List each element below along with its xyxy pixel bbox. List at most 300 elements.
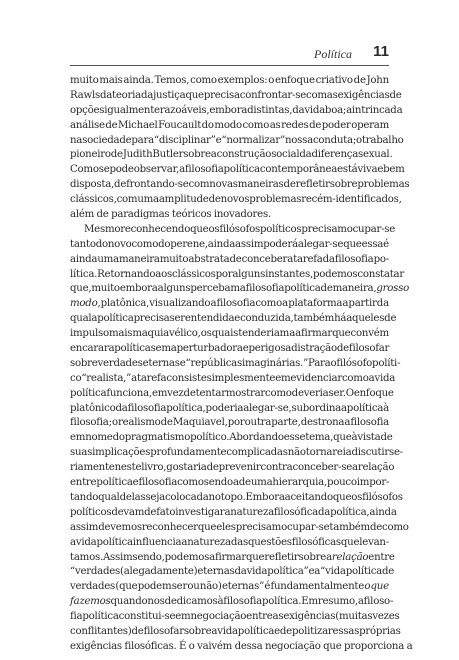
word: alegar-se, <box>243 402 292 414</box>
word: constatar <box>357 268 405 280</box>
word: em <box>175 611 191 623</box>
word: também <box>293 313 335 325</box>
word: sobre <box>329 179 358 191</box>
word: os <box>200 328 212 340</box>
word: fundamentalmente <box>270 581 365 593</box>
word: a <box>70 536 76 548</box>
word: fazemos <box>70 596 111 608</box>
word: sobre <box>183 149 211 161</box>
word: filosofia <box>216 298 256 310</box>
word: política <box>237 625 275 637</box>
word: vida <box>374 372 396 384</box>
word: distração <box>291 343 337 355</box>
word: convém <box>350 328 389 340</box>
word: do <box>201 119 214 131</box>
word: política <box>82 611 119 623</box>
word: poderá <box>263 238 298 250</box>
word: clássicos, <box>70 194 117 206</box>
word: topo. <box>220 491 246 503</box>
word: a <box>357 596 364 608</box>
word: Em <box>301 596 318 608</box>
word: eternas <box>142 357 180 369</box>
text-line <box>70 74 389 89</box>
word: exemplos: <box>217 75 268 86</box>
word: muito <box>91 283 120 295</box>
word: política” <box>267 566 309 578</box>
word: gostaria <box>166 462 207 474</box>
word: da <box>234 566 247 578</box>
word: de <box>336 343 349 355</box>
word: conduzida, <box>240 313 294 325</box>
word: outra <box>244 417 272 429</box>
word: que <box>333 432 352 444</box>
word: está <box>337 164 358 176</box>
word: de <box>283 179 296 191</box>
word: política <box>96 536 133 548</box>
word: profundamente <box>150 447 227 459</box>
text-line <box>70 104 403 119</box>
word: intrincada <box>351 104 403 116</box>
word: nos <box>147 596 165 608</box>
word: a <box>181 536 188 548</box>
word: com <box>116 194 138 206</box>
word: a <box>345 447 352 459</box>
word: essa <box>361 238 384 250</box>
text-line <box>70 208 389 223</box>
word: abstrata <box>188 253 230 265</box>
word: com <box>306 89 327 101</box>
word: politizar <box>291 625 333 637</box>
word: mostrar <box>225 387 266 399</box>
running-header <box>70 44 389 64</box>
word: políticos <box>260 223 302 235</box>
word: de <box>144 506 157 518</box>
text-line <box>70 431 393 446</box>
word: eternas” <box>221 581 265 593</box>
text-line <box>70 372 396 387</box>
word: modo <box>214 119 242 131</box>
text-line <box>70 551 395 566</box>
word: verdades <box>70 581 116 593</box>
word: e <box>274 625 280 637</box>
word: conceber-se <box>292 462 352 474</box>
word: enfoque <box>353 387 394 399</box>
word: implicações <box>92 447 151 459</box>
word: boa; <box>324 104 347 116</box>
word: perene, <box>170 238 208 250</box>
word: filosófica <box>273 506 318 518</box>
word: é <box>264 581 271 593</box>
word: proporciona <box>344 640 405 652</box>
text-line <box>70 476 389 491</box>
word: o <box>356 134 362 146</box>
word: exigências <box>337 89 390 101</box>
word: evidenciar <box>290 372 342 384</box>
word: visualizando <box>149 298 211 310</box>
word: investigar <box>175 506 225 518</box>
word: podemos <box>312 268 358 280</box>
word: impulso <box>70 328 109 340</box>
word: destrona <box>300 417 345 429</box>
word: diferença <box>311 149 359 161</box>
word: se- <box>388 447 403 459</box>
word: Judith <box>122 149 153 161</box>
word: discutir <box>351 447 389 459</box>
word: ainda <box>207 238 236 250</box>
word: entendida <box>184 313 235 325</box>
word: redes <box>281 119 309 131</box>
word: filosofia <box>223 596 262 608</box>
word: partir <box>348 298 377 310</box>
word: das <box>230 536 248 548</box>
word: Assim <box>102 551 133 563</box>
word: de <box>320 283 333 295</box>
word: platônica, <box>100 298 150 310</box>
word: como <box>177 477 204 489</box>
word: ser <box>171 581 188 593</box>
text-line <box>70 223 396 238</box>
word: a <box>170 343 177 355</box>
text-line <box>70 134 404 149</box>
word: filoso- <box>363 596 394 608</box>
word: o <box>330 357 337 369</box>
word: a <box>406 640 413 652</box>
word: em <box>275 372 291 384</box>
word: na <box>70 134 83 146</box>
word: o <box>111 417 118 429</box>
word: política <box>97 313 134 325</box>
text-line <box>70 625 401 640</box>
word: natureza <box>230 506 274 518</box>
word: que <box>340 536 360 548</box>
word: sexual. <box>358 149 393 161</box>
word: além <box>70 209 95 221</box>
word: ainda. <box>123 75 154 86</box>
word: a <box>108 343 115 355</box>
word: complicadas <box>226 447 288 459</box>
word: política, <box>330 506 370 518</box>
word: a <box>368 372 375 384</box>
word: o <box>188 640 195 652</box>
word: distintas, <box>247 104 293 116</box>
word: uma <box>137 194 159 206</box>
word: confrontar-se <box>239 89 307 101</box>
word: “realista,” <box>81 372 132 384</box>
word: viva <box>357 164 378 176</box>
word: É <box>178 640 187 652</box>
word: ser <box>169 313 185 325</box>
word: política <box>223 164 260 176</box>
word: política <box>346 402 384 414</box>
word: criativo <box>315 75 353 86</box>
word: filosofia; <box>70 417 112 429</box>
text-line <box>70 163 405 178</box>
word: teoria <box>112 89 142 101</box>
word: vida <box>75 536 97 548</box>
word: e <box>308 566 315 578</box>
word: essas <box>332 625 360 637</box>
word: afirmar <box>295 328 332 340</box>
word: clássicos <box>171 268 216 280</box>
word: do <box>112 432 125 444</box>
word: filosofia <box>334 253 374 265</box>
text-line <box>70 327 389 342</box>
word: Rawls <box>70 89 100 101</box>
word: eternas <box>197 566 235 578</box>
word: que <box>343 238 362 250</box>
word: poder <box>321 119 351 131</box>
text-line <box>70 253 389 268</box>
word: aos <box>155 268 172 280</box>
word: social <box>271 149 300 161</box>
word: que <box>245 551 265 563</box>
word: do <box>158 238 171 250</box>
word: co <box>70 372 82 384</box>
word: aqueles <box>346 313 385 325</box>
word: influencia <box>132 536 182 548</box>
word: da <box>292 104 305 116</box>
word: filósofo <box>336 357 373 369</box>
word: da <box>99 89 113 101</box>
body-text <box>70 74 413 655</box>
word: contra <box>260 462 293 474</box>
word: como <box>190 75 217 86</box>
word: à <box>351 432 358 444</box>
word: “vida <box>320 566 346 578</box>
page-number: 11 <box>373 43 389 60</box>
word: de <box>105 119 118 131</box>
word: da <box>318 506 331 518</box>
word: lítica. <box>70 268 98 280</box>
word: maneira <box>118 253 160 265</box>
word: esse <box>283 432 306 444</box>
word: paradigmas <box>111 209 170 221</box>
word: O <box>345 387 354 399</box>
word: uma <box>250 477 273 489</box>
word: ainda <box>369 506 397 518</box>
word: hierarquia, <box>272 477 327 489</box>
word: filosofia <box>350 417 389 429</box>
word: qual <box>70 313 92 325</box>
word: pouco <box>326 477 357 489</box>
word: colocada <box>164 491 209 503</box>
text-line <box>70 506 397 521</box>
word: entre <box>70 477 97 489</box>
word: neste <box>114 462 142 474</box>
word: filosofar <box>143 625 184 637</box>
word: Abordando <box>229 432 284 444</box>
word: dessa <box>234 640 263 652</box>
word: perigosa <box>248 343 292 355</box>
word: de <box>309 119 322 131</box>
word: a <box>91 313 98 325</box>
word: a <box>210 298 217 310</box>
word: encarar <box>70 343 109 355</box>
word: tema, <box>305 432 334 444</box>
word: que, <box>70 283 92 295</box>
word: o <box>364 581 371 593</box>
word: por <box>215 268 233 280</box>
word: a <box>211 625 218 637</box>
word: vida <box>304 104 325 116</box>
word: da <box>141 89 154 101</box>
word: e <box>179 357 186 369</box>
text-line <box>70 640 413 655</box>
word: da <box>115 402 128 414</box>
text-line <box>70 491 403 506</box>
word: sobre <box>183 625 212 637</box>
word: po- <box>373 253 389 265</box>
text-line <box>70 119 389 134</box>
word: à <box>217 596 224 608</box>
word: recém-identificados, <box>301 194 402 206</box>
word: políti- <box>372 357 401 369</box>
word: parte, <box>271 417 301 429</box>
word: deveria <box>291 387 329 399</box>
word: não <box>287 447 306 459</box>
text-line <box>70 402 389 417</box>
word: análise <box>70 119 105 131</box>
word: também <box>329 521 370 533</box>
word: sobre <box>70 357 98 369</box>
word: o <box>268 75 275 86</box>
word: ou <box>187 581 200 593</box>
word: Temos, <box>154 75 190 86</box>
word: de <box>110 149 123 161</box>
word: vida <box>217 625 238 637</box>
text-line <box>70 268 405 283</box>
word: política <box>284 283 321 295</box>
word: embora <box>119 283 158 295</box>
word: reconhecendo <box>120 223 191 235</box>
word: (muitas <box>335 611 373 623</box>
word: relação <box>357 462 395 474</box>
word: refletir <box>295 179 330 191</box>
word: sendo <box>203 477 233 489</box>
header-rule <box>70 65 389 66</box>
text-line <box>70 387 394 402</box>
word: há <box>334 313 347 325</box>
word: como <box>341 372 369 384</box>
word: igualmente <box>104 104 160 116</box>
word: observar, <box>133 164 180 176</box>
word: a <box>179 164 185 176</box>
word: como <box>382 521 409 533</box>
word: Como <box>70 164 99 176</box>
word: Para <box>308 357 331 369</box>
word: alguns <box>157 283 191 295</box>
word: vista <box>357 432 381 444</box>
word: política <box>114 343 151 355</box>
word: próprias <box>359 625 401 637</box>
word: mais <box>108 328 133 340</box>
text-line <box>70 178 410 193</box>
word: operam <box>351 119 389 131</box>
word: problemas <box>249 194 302 206</box>
word: defrontando-se <box>114 179 189 191</box>
word: a <box>352 462 358 474</box>
word: prevenir <box>218 462 261 474</box>
word: razoáveis, <box>159 104 210 116</box>
word: conduta; <box>312 134 357 146</box>
word: filosofia <box>184 164 224 176</box>
word: Mesmo <box>84 223 121 235</box>
word: Maquiavel, <box>172 417 228 429</box>
word: Butler <box>152 149 184 161</box>
word: entre <box>368 551 395 563</box>
word: política, <box>166 402 206 414</box>
word: os <box>351 491 363 503</box>
word: levan- <box>359 536 389 548</box>
word: em <box>70 432 86 444</box>
word: Retornando <box>97 268 156 280</box>
word: de <box>229 253 242 265</box>
text-line <box>70 446 403 461</box>
word: alguns <box>232 268 266 280</box>
word: platônico <box>70 402 116 414</box>
text-line <box>70 357 401 372</box>
word: tarefa <box>293 253 323 265</box>
word: mais <box>99 75 123 86</box>
text-line <box>70 193 402 208</box>
word: alegar-se <box>297 238 344 250</box>
word: constitui-se <box>118 611 176 623</box>
word: novo <box>107 238 132 250</box>
word: riamente <box>70 462 115 474</box>
word: fia <box>70 611 83 623</box>
word: simplesmente <box>206 372 276 384</box>
word: funciona, <box>106 387 152 399</box>
text-line <box>70 238 389 253</box>
word: delas <box>119 491 146 503</box>
word: de <box>183 387 196 399</box>
word: perturbadora <box>176 343 243 355</box>
word: tamos. <box>70 551 103 563</box>
word: entre <box>246 611 273 623</box>
word: quais <box>211 328 239 340</box>
word: “verdades <box>70 566 120 578</box>
word: amplitude <box>158 194 209 206</box>
word: (alegadamente) <box>120 566 198 578</box>
text-line <box>70 595 394 610</box>
word: imaginárias.” <box>242 357 309 369</box>
word: política <box>345 566 382 578</box>
word: tornarei <box>305 447 346 459</box>
word: consiste <box>166 372 207 384</box>
word: percebam <box>190 283 240 295</box>
word: política <box>96 477 133 489</box>
word: filósofos <box>219 223 260 235</box>
word: de <box>208 194 221 206</box>
word: vezes <box>372 611 400 623</box>
word: questões <box>247 536 292 548</box>
word: construção <box>216 149 272 161</box>
word: a <box>340 402 347 414</box>
word: a <box>282 298 288 310</box>
word: filosofia <box>127 402 167 414</box>
word: a <box>326 551 332 563</box>
text-line <box>70 580 389 595</box>
word: que <box>332 491 352 503</box>
word: da <box>322 253 335 265</box>
word: conflitantes) <box>70 625 132 637</box>
word: (que <box>115 581 138 593</box>
word: bem <box>383 164 405 176</box>
word: podemos <box>164 551 210 563</box>
word: muito <box>159 253 189 265</box>
word: a <box>232 477 239 489</box>
word: que <box>185 89 204 101</box>
